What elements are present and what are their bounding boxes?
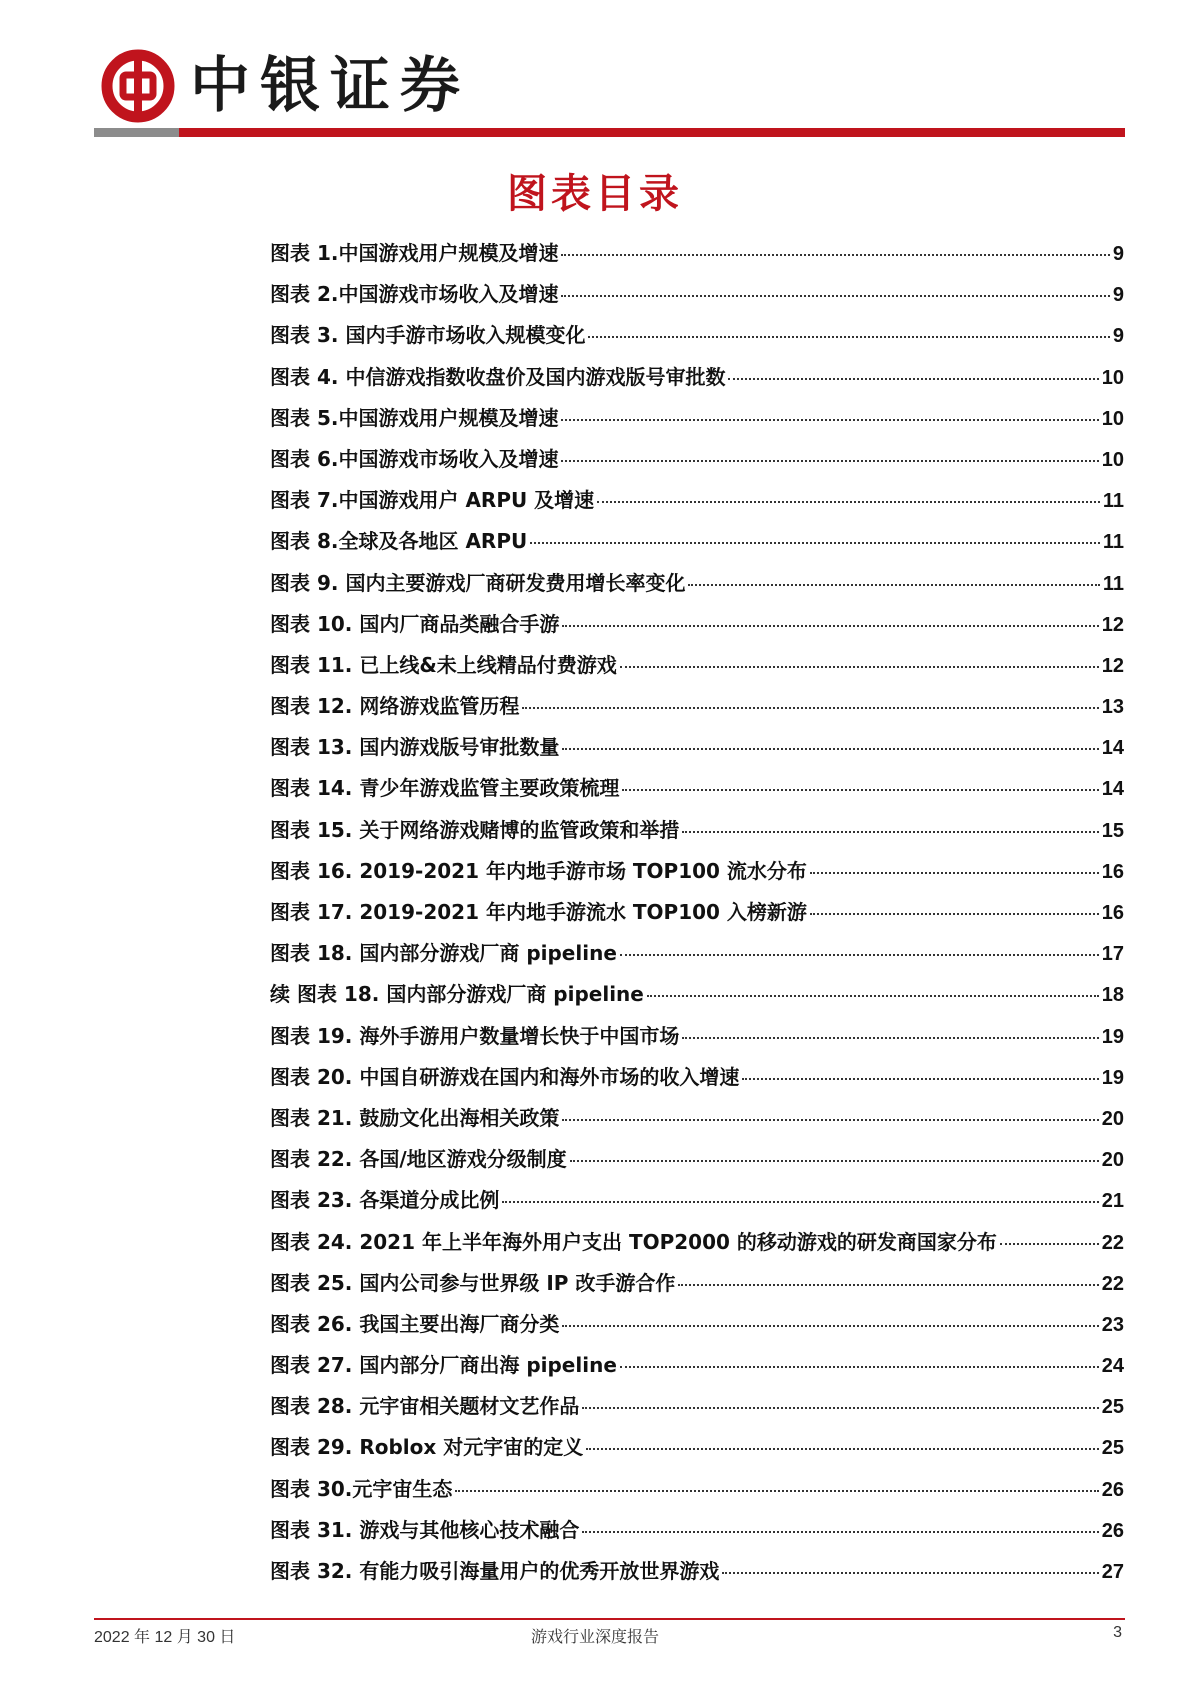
toc-entry-page: 26: [1101, 1519, 1124, 1542]
toc-dot-leader: [1000, 1243, 1099, 1245]
toc-entry-page: 11: [1102, 531, 1124, 554]
toc-entry-label: 图表 3. 国内手游市场收入规模变化: [270, 323, 586, 348]
toc-entry-page: 12: [1101, 654, 1124, 677]
toc-entry-label: 图表 28. 元宇宙相关题材文艺作品: [270, 1394, 580, 1419]
toc-dot-leader: [561, 295, 1109, 297]
footer-date: 2022 年 12 月 30 日: [94, 1629, 236, 1646]
toc-entry[interactable]: [270, 1555, 1124, 1596]
toc-entry[interactable]: [270, 1349, 1124, 1390]
toc-entry-label: 续 图表 18. 国内部分游戏厂商 pipeline: [270, 982, 644, 1007]
toc-entry-label: 图表 21. 鼓励文化出海相关政策: [270, 1105, 560, 1130]
toc-entry-label: 图表 6.中国游戏市场收入及增速: [270, 446, 559, 471]
toc-entry[interactable]: [270, 731, 1124, 772]
toc-entry[interactable]: [270, 1473, 1124, 1514]
toc-dot-leader: [682, 1037, 1098, 1039]
toc-entry-page: 20: [1101, 1149, 1124, 1172]
page-header: [0, 0, 1190, 140]
toc-dot-leader: [678, 1284, 1098, 1286]
toc-entry[interactable]: [270, 319, 1124, 360]
toc-dot-leader: [622, 789, 1098, 791]
toc-entry[interactable]: [270, 814, 1124, 855]
toc-entry-label: 图表 19. 海外手游用户数量增长快于中国市场: [270, 1023, 680, 1048]
toc-dot-leader: [620, 1366, 1099, 1368]
toc-entry[interactable]: [270, 937, 1124, 978]
toc-entry[interactable]: [270, 772, 1124, 813]
toc-entry[interactable]: [270, 690, 1124, 731]
toc-dot-leader: [810, 913, 1099, 915]
toc-entry-label: 图表 31. 游戏与其他核心技术融合: [270, 1517, 580, 1542]
bank-of-china-logo-icon: [100, 48, 176, 124]
toc-entry-page: 13: [1101, 696, 1124, 719]
toc-entry-page: 25: [1101, 1437, 1124, 1460]
toc-dot-leader: [522, 707, 1098, 709]
toc-entry[interactable]: [270, 567, 1124, 608]
toc-entry-page: 24: [1101, 1355, 1124, 1378]
toc-entry[interactable]: [270, 1226, 1124, 1267]
toc-entry[interactable]: [270, 237, 1124, 278]
toc-entry[interactable]: [270, 1308, 1124, 1349]
toc-entry-page: 22: [1101, 1231, 1124, 1254]
toc-dot-leader: [588, 336, 1109, 338]
toc-entry-label: 图表 11. 已上线&未上线精品付费游戏: [270, 652, 617, 677]
toc-entry-label: 图表 2.中国游戏市场收入及增速: [270, 282, 559, 307]
toc-entry[interactable]: [270, 278, 1124, 319]
toc-entry-page: 19: [1101, 1025, 1124, 1048]
toc-dot-leader: [810, 872, 1099, 874]
footer-report-title: 游戏行业深度报告: [530, 1629, 659, 1646]
toc-entry-label: 图表 26. 我国主要出海厂商分类: [270, 1311, 560, 1336]
toc-entry-label: 图表 17. 2019-2021 年内地手游流水 TOP100 入榜新游: [270, 900, 807, 924]
toc-entry-label: 图表 10. 国内厂商品类融合手游: [270, 611, 560, 636]
toc-entry-label: 图表 30.元宇宙生态: [270, 1476, 453, 1501]
toc-entry-page: 10: [1101, 366, 1124, 389]
toc-entry-page: 17: [1101, 943, 1124, 966]
toc-entry[interactable]: [270, 443, 1124, 484]
toc-dot-leader: [562, 1119, 1098, 1121]
toc-entry-page: 9: [1112, 243, 1124, 265]
toc-entry[interactable]: [270, 402, 1124, 443]
toc-entry-page: 25: [1101, 1396, 1124, 1419]
toc-entry[interactable]: [270, 978, 1124, 1019]
toc-dot-leader: [582, 1531, 1098, 1533]
toc-entry-page: 14: [1101, 778, 1124, 801]
toc-entry-page: 23: [1101, 1313, 1124, 1336]
header-rule-gray: [94, 128, 179, 137]
toc-entry-page: 16: [1101, 860, 1124, 883]
toc-entry[interactable]: [270, 1143, 1124, 1184]
toc-entry-label: 图表 20. 中国自研游戏在国内和海外市场的收入增速: [270, 1064, 740, 1089]
header-rule-red: [179, 128, 1125, 137]
toc-dot-leader: [620, 954, 1099, 956]
toc-dot-leader: [561, 254, 1109, 256]
toc-entry-page: 11: [1102, 490, 1124, 513]
toc-entry-label: 图表 29. Roblox 对元宇宙的定义: [270, 1435, 584, 1460]
toc-entry-page: 21: [1101, 1190, 1124, 1213]
toc-dot-leader: [562, 748, 1098, 750]
toc-entry[interactable]: [270, 525, 1124, 566]
toc-entry-label: 图表 16. 2019-2021 年内地手游市场 TOP100 流水分布: [270, 858, 807, 883]
toc-entry-label: 图表 32. 有能力吸引海量用户的优秀开放世界游戏: [270, 1559, 720, 1583]
toc-dot-leader: [582, 1407, 1098, 1409]
toc-entry-label: 图表 22. 各国/地区游戏分级制度: [270, 1147, 567, 1172]
toc-dot-leader: [620, 666, 1099, 668]
toc-dot-leader: [722, 1572, 1098, 1574]
toc-entry[interactable]: [270, 1431, 1124, 1472]
toc-dot-leader: [455, 1490, 1098, 1492]
toc-dot-leader: [742, 1078, 1098, 1080]
toc-entry[interactable]: [270, 855, 1124, 896]
toc-entry-page: 18: [1101, 984, 1124, 1007]
toc-entry[interactable]: [270, 1020, 1124, 1061]
toc-dot-leader: [586, 1448, 1098, 1450]
footer-rule: [94, 1618, 1125, 1620]
toc-dot-leader: [530, 542, 1100, 544]
toc-dot-leader: [570, 1160, 1099, 1162]
toc-entry-page: 19: [1101, 1066, 1124, 1089]
toc-entry-label: 图表 12. 网络游戏监管历程: [270, 694, 520, 719]
toc-entry[interactable]: [270, 649, 1124, 690]
toc-entry[interactable]: [270, 1267, 1124, 1308]
toc-dot-leader: [688, 584, 1099, 586]
footer-page-number: 3: [1113, 1624, 1122, 1641]
toc-entry[interactable]: [270, 1102, 1124, 1143]
toc-entry-page: 16: [1101, 902, 1124, 924]
toc-entry-label: 图表 7.中国游戏用户 ARPU 及增速: [270, 488, 595, 513]
toc-entry-page: 27: [1101, 1561, 1124, 1583]
toc-entry-page: 10: [1101, 407, 1124, 430]
toc-entry-label: 图表 4. 中信游戏指数收盘价及国内游戏版号审批数: [270, 364, 726, 389]
toc-entry-page: 9: [1112, 284, 1124, 307]
toc-dot-leader: [561, 419, 1098, 421]
toc-entry-page: 14: [1101, 737, 1124, 760]
toc-entry[interactable]: [270, 1514, 1124, 1555]
toc-dot-leader: [561, 460, 1098, 462]
toc-entry-label: 图表 9. 国内主要游戏厂商研发费用增长率变化: [270, 570, 686, 595]
toc-entry-label: 图表 23. 各渠道分成比例: [270, 1188, 500, 1213]
toc-entry-page: 11: [1102, 572, 1124, 595]
toc-entry[interactable]: [270, 608, 1124, 649]
toc-dot-leader: [728, 378, 1098, 380]
toc-entry-page: 22: [1101, 1272, 1124, 1295]
toc-dot-leader: [562, 625, 1098, 627]
toc-entry-page: 10: [1101, 448, 1124, 471]
toc-entry-page: 20: [1101, 1107, 1124, 1130]
toc-entry[interactable]: [270, 1184, 1124, 1225]
toc-entry-page: 12: [1101, 613, 1124, 636]
toc-entry-label: 图表 14. 青少年游戏监管主要政策梳理: [270, 776, 620, 801]
toc-title: 图表目录: [507, 170, 683, 217]
toc-entry-page: 15: [1101, 819, 1124, 842]
toc-dot-leader: [682, 831, 1098, 833]
toc-entry[interactable]: [270, 1390, 1124, 1431]
toc-dot-leader: [562, 1325, 1098, 1327]
toc-dot-leader: [647, 995, 1099, 997]
toc-entry-label: 图表 5.中国游戏用户规模及增速: [270, 405, 559, 430]
toc-entry-label: 图表 18. 国内部分游戏厂商 pipeline: [270, 941, 617, 966]
toc-entry-label: 图表 27. 国内部分厂商出海 pipeline: [270, 1353, 617, 1378]
toc-entry-label: 图表 8.全球及各地区 ARPU: [270, 529, 528, 554]
toc-dot-leader: [502, 1201, 1098, 1203]
toc-entry-label: 图表 1.中国游戏用户规模及增速: [270, 241, 559, 265]
toc-entry[interactable]: [270, 1061, 1124, 1102]
toc-entry-page: 26: [1101, 1478, 1124, 1501]
toc-dot-leader: [597, 501, 1100, 503]
toc-entry[interactable]: [270, 361, 1124, 402]
toc-entry-label: 图表 15. 关于网络游戏赌博的监管政策和举措: [270, 817, 680, 842]
toc-entry-label: 图表 25. 国内公司参与世界级 IP 改手游合作: [270, 1270, 676, 1295]
toc-entry[interactable]: [270, 484, 1124, 525]
brand-name: 中银证券: [190, 51, 470, 121]
toc-entry-label: 图表 13. 国内游戏版号审批数量: [270, 735, 560, 760]
toc-entry-label: 图表 24. 2021 年上半年海外用户支出 TOP2000 的移动游戏的研发商国家分布: [270, 1229, 997, 1254]
toc-entry-page: 9: [1112, 325, 1124, 348]
toc-list: [270, 237, 1124, 1596]
toc-entry[interactable]: [270, 896, 1124, 937]
